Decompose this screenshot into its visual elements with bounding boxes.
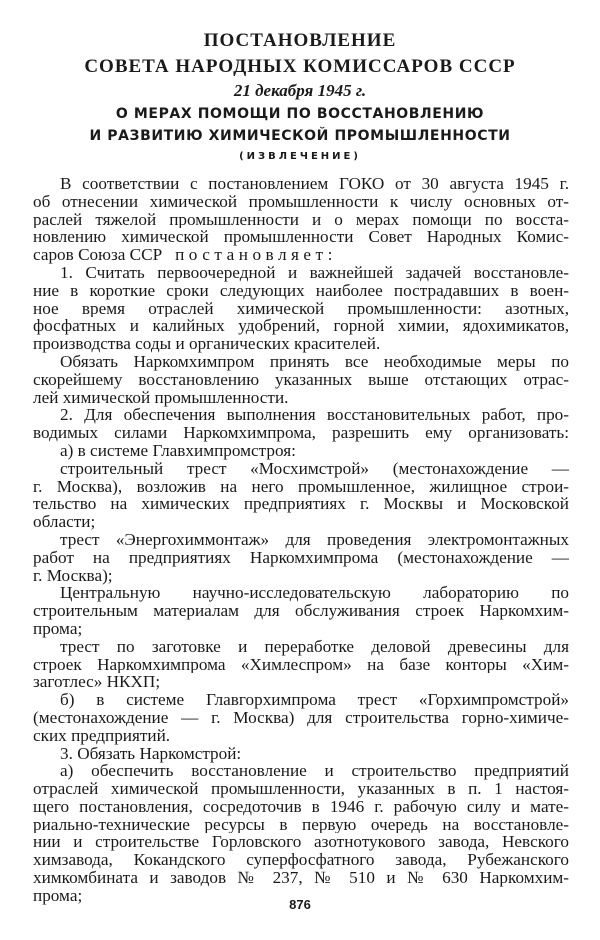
text-line: химкомбината и заводов № 237, № 510 и № 630 Наркомхим- bbox=[33, 869, 569, 887]
text-line: производства соды и органических красителей. bbox=[33, 334, 381, 354]
text-line: прома; bbox=[33, 885, 83, 905]
text-line: строительный трест «Мосхимстрой» (местонахождение — bbox=[60, 459, 569, 478]
document-issuer: СОВЕТА НАРОДНЫХ КОМИССАРОВ СССР bbox=[84, 56, 516, 77]
text-line: заготлес» НКХП; bbox=[33, 672, 161, 692]
text-line: нии и строительстве Горловского азотнотукового завода, Невского bbox=[33, 833, 569, 852]
text-line bbox=[33, 246, 569, 264]
text-line: Обязать Наркомхимпром принять все необходимые меры по bbox=[60, 352, 569, 371]
text-line: раслей тяжелой промышленности и о мерах помощи по восста- bbox=[33, 210, 569, 229]
text-line: тельство на химических предприятиях г. Москвы и Московской bbox=[33, 495, 569, 514]
text-line: области; bbox=[33, 512, 96, 532]
text-line: строек Наркомхимпрома «Химлеспром» на базе конторы «Хим- bbox=[33, 655, 569, 674]
document-body bbox=[33, 175, 569, 905]
text-line: б) в системе Главгорхимпрома трест «Горхимпромстрой» bbox=[60, 691, 569, 709]
text-line: а) в системе Главхимпромстроя: bbox=[60, 440, 296, 460]
text-line: химзавода, Кокандского суперфосфатного завода, Рубежанского bbox=[33, 851, 569, 870]
document-title: ПОСТАНОВЛЕНИЕ bbox=[203, 30, 397, 51]
text-line: Центральную научно-исследовательскую лабораторию по bbox=[60, 584, 569, 603]
text-line: г. Москва), возложив на него промышленное, жилищное строи- bbox=[33, 477, 569, 496]
text-line: 1. Считать первоочередной и важнейшей задачей восстановле- bbox=[60, 263, 569, 282]
text-line: а) обеспечить восстановление и строительство предприятий bbox=[60, 762, 569, 781]
text-line: ских предприятий. bbox=[33, 725, 171, 745]
text-line: лей химической промышленности. bbox=[33, 387, 289, 407]
text-line: скорейшему восстановлению указанных выше отстающих отрас- bbox=[33, 370, 569, 389]
text-line: щего постановления, сосредоточив в 1946 г. рабочую силу и мате- bbox=[33, 797, 569, 816]
document-date: 21 декабря 1945 г. bbox=[233, 81, 367, 100]
spaced-emphasis: постановляет: bbox=[175, 245, 337, 265]
text-line: строительным материалам для обслуживания строек Наркомхим- bbox=[33, 602, 569, 620]
text-line: (местонахождение — г. Москва) для строительства горно-химиче- bbox=[33, 708, 569, 727]
document-subject-line1: О МЕРАХ ПОМОЩИ ПО ВОССТАНОВЛЕНИЮ bbox=[115, 106, 485, 122]
text-line: прома; bbox=[33, 618, 83, 638]
text-line: 2. Для обеспечения выполнения восстановительных работ, про- bbox=[60, 406, 569, 425]
text-line: ние в короткие сроки следующих наиболее пострадавших в воен- bbox=[33, 281, 569, 300]
document-subject-line2: И РАЗВИТИЮ ХИМИЧЕСКОЙ ПРОМЫШЛЕННОСТИ bbox=[89, 128, 511, 144]
text-segment: саров Союза ССР bbox=[33, 245, 163, 265]
text-line: риально-технические ресурсы в первую очередь на восстановле- bbox=[33, 815, 569, 834]
text-line: об отнесении химической промышленности к числу основных от- bbox=[33, 192, 569, 211]
text-line: фосфатных и калийных удобрений, горной химии, ядохимикатов, bbox=[33, 317, 569, 336]
text-line: ное время отраслей химической промышленности: азотных, bbox=[33, 299, 569, 318]
extract-label: (ИЗВЛЕЧЕНИЕ) bbox=[239, 151, 361, 162]
page-number: 876 bbox=[289, 897, 311, 912]
text-line: трест «Энергохиммонтаж» для проведения электромонтажных bbox=[60, 530, 569, 549]
text-line: водимых силами Наркомхимпрома, разрешить ему организовать: bbox=[33, 424, 569, 442]
text-line: работ на предприятиях Наркомхимпрома (местонахождение — bbox=[33, 548, 569, 567]
text-line: отраслей химической промышленности, указанных в п. 1 настоя- bbox=[33, 780, 569, 798]
text-line: трест по заготовке и переработке деловой древесины для bbox=[60, 637, 569, 656]
text-line: г. Москва); bbox=[33, 565, 113, 585]
text-line: В соответствии с постановлением ГОКО от 30 августа 1945 г. bbox=[60, 175, 569, 193]
text-line: новлению химической промышленности Совет Народных Комис- bbox=[33, 228, 569, 247]
text-line: 3. Обязать Наркомстрой: bbox=[60, 743, 242, 763]
